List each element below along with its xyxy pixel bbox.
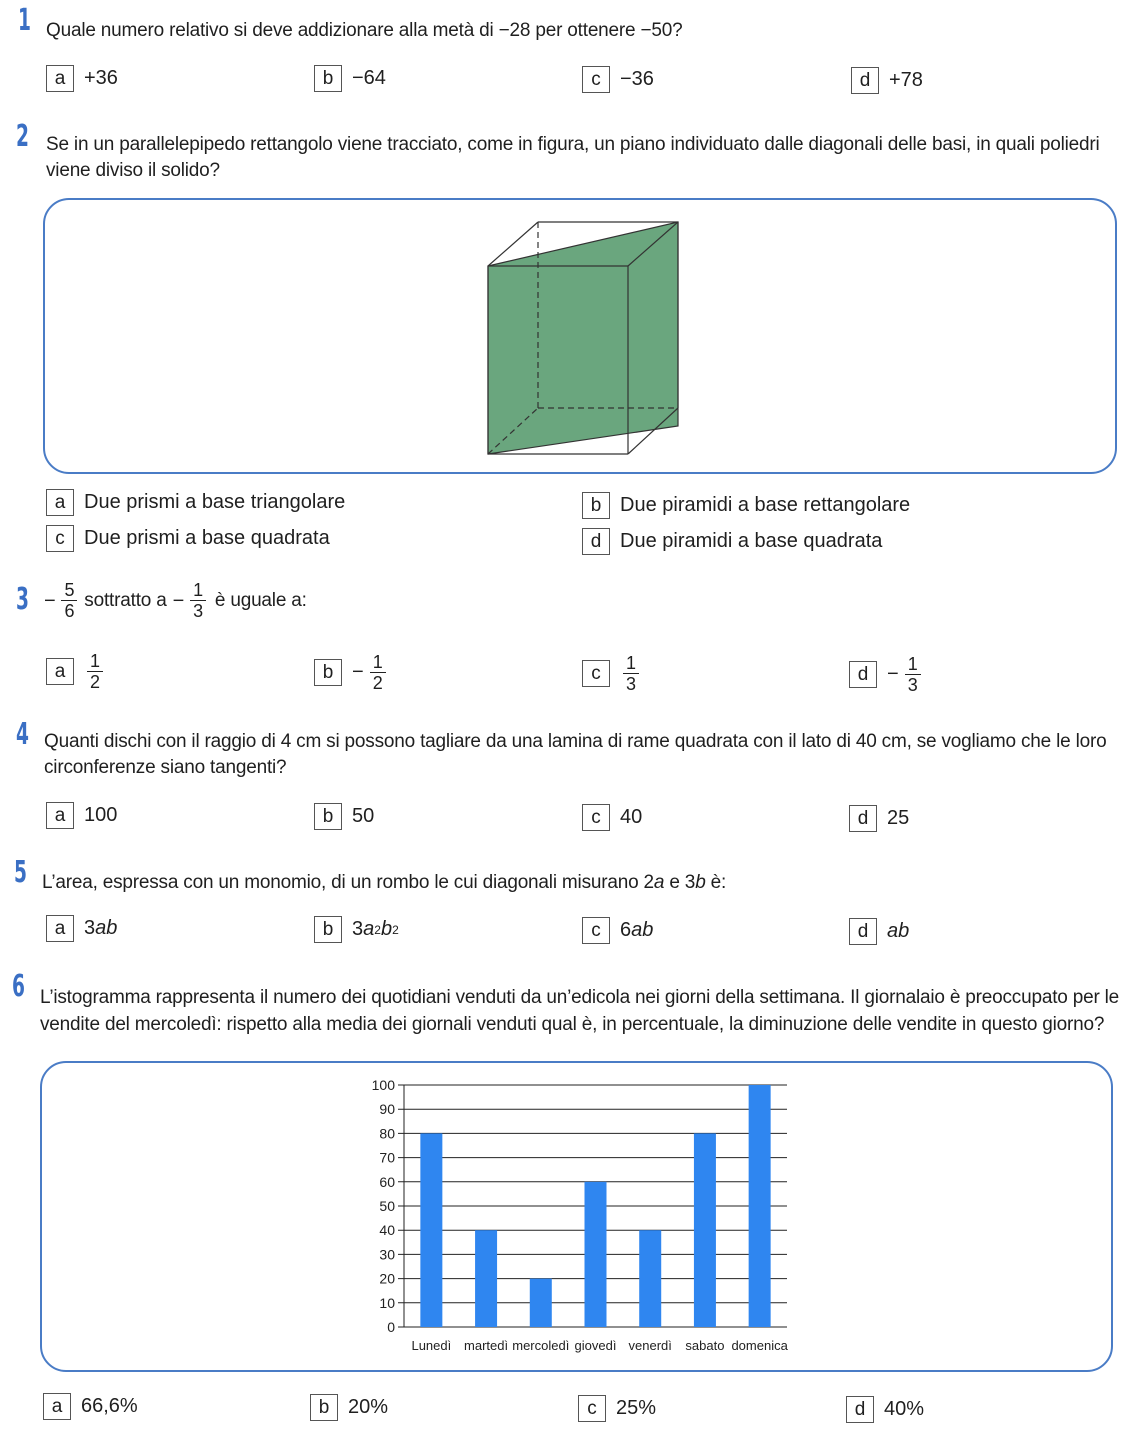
question-number-5: 5 [14,855,27,890]
option-letter: c [582,660,610,687]
option-letter: a [43,1393,71,1420]
option-expression: ab [631,919,654,941]
y-tick-label: 10 [379,1294,395,1311]
option-letter: d [849,918,877,945]
option-coefficient: 3 [84,917,96,939]
x-tick-label: venerdì [628,1338,672,1353]
option-letter: a [46,65,74,92]
fraction-5-6 [61,580,77,621]
y-tick-label: 100 [371,1077,395,1093]
option-text: +36 [84,67,118,89]
fraction-1-3 [190,580,206,621]
option-text: 25% [616,1397,657,1419]
option-letter: b [582,492,610,519]
option-sign: − [887,663,899,685]
option-text: Due piramidi a base quadrata [620,530,883,552]
option-letter: c [578,1395,606,1422]
option-letter: a [46,802,74,829]
q3-option-d[interactable] [849,654,924,695]
bar-chart [42,1063,1115,1374]
option-text: 40% [884,1398,925,1420]
y-tick-label: 30 [379,1246,395,1263]
option-text: 66,6% [81,1395,138,1417]
question-3-mid-text: sottratto a [84,589,167,611]
fraction-numerator: 1 [193,580,203,600]
question-5-text-mid: e 3 [664,872,696,893]
bar-mercoledì [530,1279,552,1327]
option-letter: b [310,1394,338,1421]
option-coefficient: 6 [620,919,632,941]
exponent-b: 2 [392,922,399,937]
fraction-sign: − [44,589,56,612]
q5-option-d[interactable] [849,918,909,945]
option-text: Due piramidi a base rettangolare [620,494,911,516]
q4-option-c[interactable] [582,804,642,831]
option-letter: d [582,528,610,555]
exponent-a: 2 [374,922,381,937]
q1-option-a[interactable] [46,65,118,92]
q3-option-c[interactable] [582,653,642,694]
q2-option-d[interactable] [582,528,882,555]
parallelepiped-figure [45,200,1119,476]
x-tick-label: giovedì [574,1338,617,1353]
q6-option-b[interactable] [310,1394,388,1421]
option-sign: − [352,661,364,683]
q2-option-a[interactable] [46,489,345,516]
q4-option-a[interactable] [46,802,117,829]
question-number-6: 6 [12,969,25,1004]
fraction-denominator: 6 [61,600,77,621]
question-4-text-line-2: circonferenze siano tangenti? [44,757,287,778]
option-text: +78 [889,69,923,91]
option-letter: a [46,489,74,516]
q6-option-d[interactable] [846,1396,924,1423]
option-letter: d [849,805,877,832]
fraction-denominator: 2 [370,672,386,693]
q3-option-a[interactable] [46,651,106,692]
q5-option-a[interactable] [46,915,117,942]
question-2-text-line-2: viene diviso il solido? [46,160,220,181]
figure-panel [43,198,1117,474]
option-fraction [370,652,386,693]
option-letter: d [851,67,879,94]
question-6-text-line-1: L’istogramma rappresenta il numero dei quotidiani venduti da un’edicola nei giorni della settimana. Il giornalaio è preoccupato per le [40,987,1120,1008]
option-letter: d [849,661,877,688]
q4-option-d[interactable] [849,805,909,832]
option-letter: d [846,1396,874,1423]
question-2-text-line-1: Se in un parallelepipedo rettangolo viene tracciato, come in figura, un piano individuato dalle diagonali delle basi, in quali poliedri [46,134,1100,155]
option-fraction [623,653,639,694]
option-text: 50 [352,805,375,827]
q1-option-b[interactable] [314,65,386,92]
question-5-text-before: L’area, espressa con un monomio, di un rombo le cui diagonali misurano 2 [42,872,654,893]
option-letter: c [582,66,610,93]
question-5-text [42,869,726,897]
option-letter: b [314,65,342,92]
var-a: a [653,872,665,893]
option-text: 20% [348,1396,389,1418]
question-number-2: 2 [16,119,29,154]
question-number-3: 3 [16,582,29,617]
q1-option-c[interactable] [582,66,654,93]
option-expression: ab [887,920,910,942]
fraction-numerator: 1 [907,654,918,674]
x-tick-label: sabato [685,1338,725,1353]
option-text: Due prismi a base quadrata [84,527,330,549]
option-letter: a [46,915,74,942]
fraction-denominator: 2 [87,671,103,692]
q4-option-b[interactable] [314,803,374,830]
fraction-numerator: 1 [372,652,383,672]
chart-panel [40,1061,1113,1372]
option-coefficient: 3 [352,918,364,940]
x-tick-label: martedì [464,1338,509,1353]
fraction-denominator: 3 [623,673,639,694]
option-text: Due prismi a base triangolare [84,491,346,513]
q2-option-c[interactable] [46,525,330,552]
q2-option-b[interactable] [582,492,910,519]
option-expression: ab [95,917,118,939]
option-letter: a [46,658,74,685]
x-tick-label: mercoledì [512,1338,570,1353]
option-letter: c [46,525,74,552]
question-6-text-line-2: vendite del mercoledì: rispetto alla media dei giornali venduti qual è, in percentuale, la diminuzione delle vendite in questo giorno? [40,1014,1105,1035]
fraction-denominator: 3 [905,674,921,695]
bar-sabato [694,1133,716,1327]
y-tick-label: 90 [379,1101,395,1118]
var-b: b [695,872,706,893]
option-fraction [87,651,103,692]
y-tick-label: 40 [379,1222,395,1239]
option-text: 40 [620,806,643,828]
question-number-1: 1 [18,3,31,38]
q5-option-b[interactable] [314,916,399,943]
fraction-numerator: 1 [90,651,101,671]
fraction-numerator: 5 [64,580,75,600]
fraction-sign: − [172,589,185,612]
q5-option-c[interactable] [582,917,653,944]
question-4-text-line-1: Quanti dischi con il raggio di 4 cm si possono tagliare da una lamina di rame quadrata con il lato di 40 cm, se vogliamo che le loro [44,731,1107,752]
q6-option-a[interactable] [43,1393,138,1420]
option-letter: c [582,804,610,831]
y-tick-label: 70 [379,1149,395,1166]
option-var-b: b [380,918,393,940]
question-1-text: Quale numero relativo si deve addizionare alla metà di −28 per ottenere −50? [46,20,683,41]
y-tick-label: 50 [379,1198,395,1214]
fraction-numerator: 1 [626,653,637,673]
y-tick-label: 0 [387,1319,395,1335]
bar-martedì [475,1230,497,1327]
option-text: 25 [887,807,910,829]
question-5-text-after: è: [705,872,727,893]
option-var-a: a [363,918,375,940]
option-letter: b [314,659,342,686]
option-letter: c [582,917,610,944]
bar-venerdì [639,1230,661,1327]
diagonal-plane [488,222,678,454]
option-letter: b [314,803,342,830]
bar-domenica [749,1085,771,1327]
option-text: 100 [84,804,118,826]
option-text: −36 [620,68,654,90]
bar-Lunedì [420,1133,442,1327]
q6-option-c[interactable] [578,1395,656,1422]
question-3-text [44,580,307,621]
option-fraction [905,654,921,695]
q3-option-b[interactable] [314,652,389,693]
option-text: −64 [352,67,386,89]
y-tick-label: 60 [379,1173,395,1190]
option-letter: b [314,916,342,943]
question-number-4: 4 [16,717,29,752]
x-tick-label: domenica [731,1338,788,1353]
question-3-end-text: è uguale a: [214,589,307,611]
q1-option-d[interactable] [851,67,923,94]
y-tick-label: 20 [379,1270,395,1287]
x-tick-label: Lunedì [411,1338,452,1353]
bar-giovedì [585,1182,607,1327]
y-tick-label: 80 [379,1125,395,1142]
fraction-denominator: 3 [190,600,206,621]
